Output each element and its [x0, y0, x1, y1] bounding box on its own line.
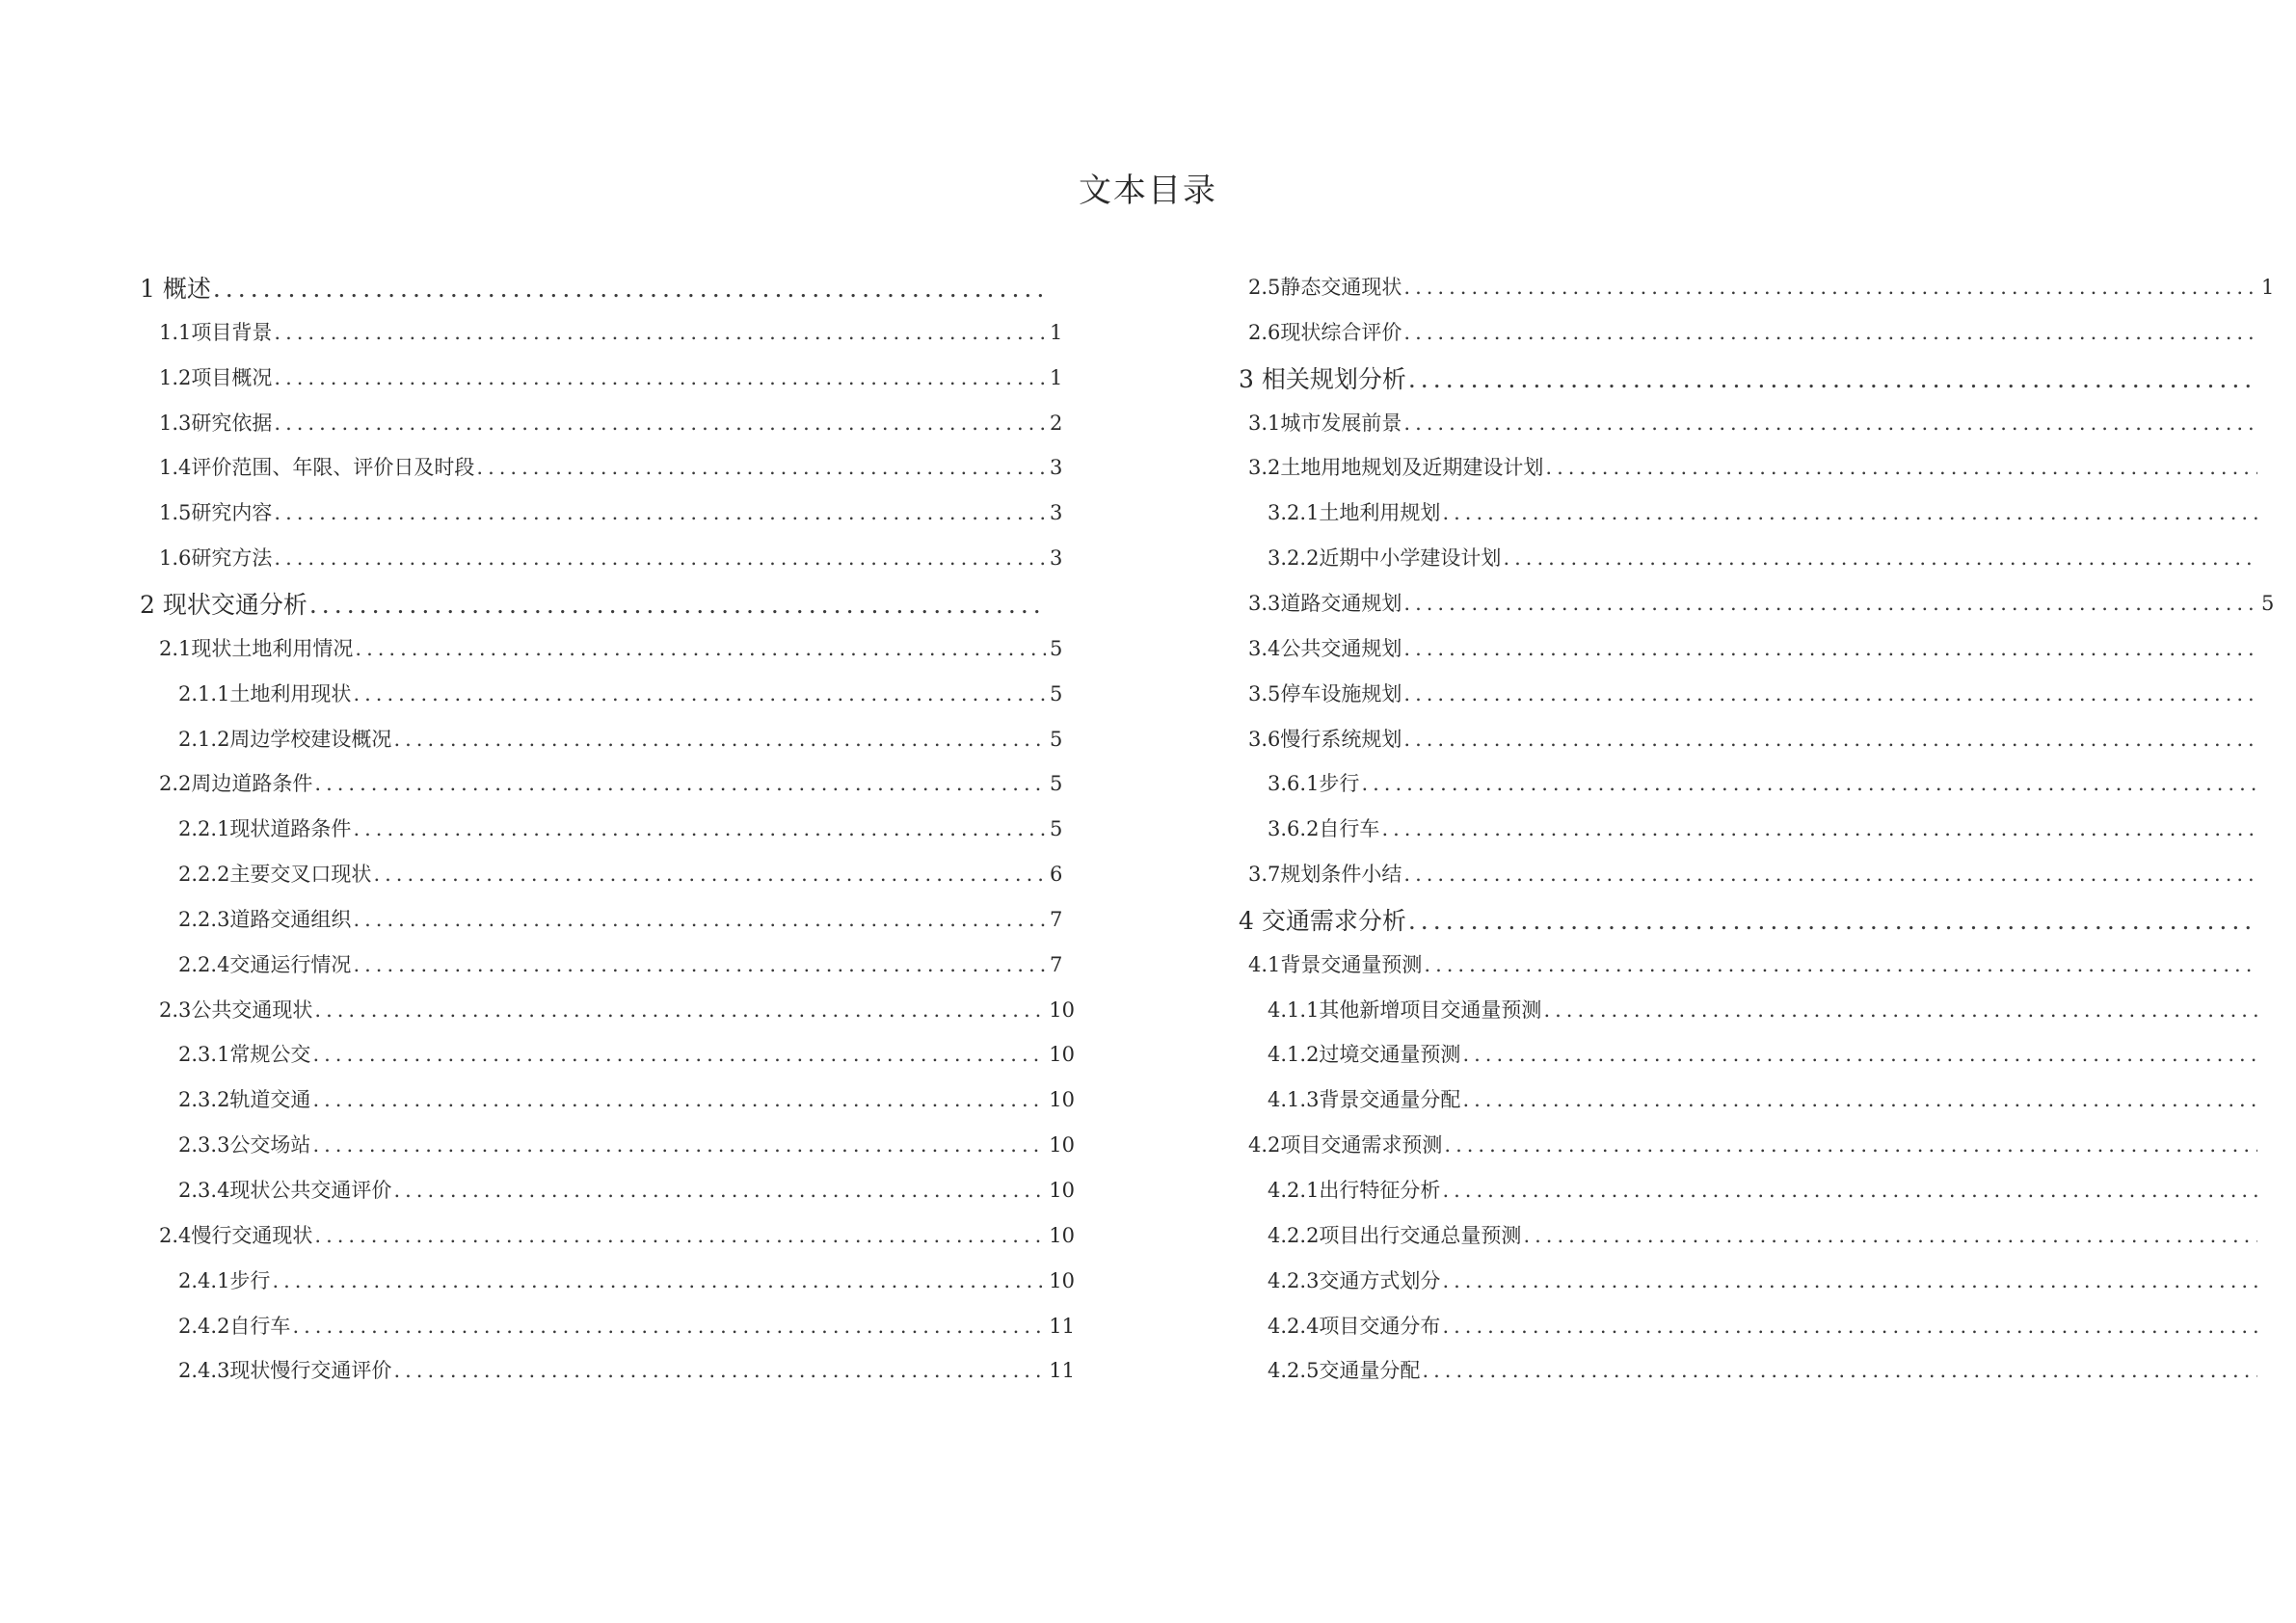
toc-entry-page: 5: [1050, 772, 1063, 796]
toc-dot-leader: [1543, 996, 2257, 1024]
toc-dot-leader: [1403, 634, 2257, 663]
toc-dot-leader: [312, 1040, 1045, 1069]
page-title: 文本目录: [1079, 172, 1217, 210]
toc-entry-label: 2.2.3道路交通组织: [178, 907, 352, 931]
toc-entry-page: 11: [1049, 1314, 1075, 1338]
toc-entry[interactable]: [1248, 725, 2286, 754]
toc-entry-label: 1.1项目背景: [159, 320, 273, 344]
toc-dot-leader: [1444, 1131, 2257, 1159]
toc-dot-leader: [353, 950, 1046, 979]
toc-entry[interactable]: [1268, 1221, 2286, 1250]
toc-entry[interactable]: [178, 725, 1075, 754]
toc-entry[interactable]: [159, 1221, 1075, 1250]
toc-entry-label: 3.6慢行系统规划: [1248, 727, 1402, 751]
toc-entry-label: 4.2.4项目交通分布: [1268, 1314, 1441, 1338]
toc-entry[interactable]: [1268, 1040, 2286, 1069]
toc-entry-label: 1.4评价范围、年限、评价日及时段: [159, 456, 475, 480]
toc-entry-label: 3.2土地用地规划及近期建设计划: [1248, 456, 1544, 480]
toc-entry-label: 2 现状交通分析: [140, 590, 307, 619]
toc-entry[interactable]: [1248, 318, 2286, 347]
toc-entry-label: 3.4公共交通规划: [1248, 636, 1402, 660]
toc-dot-leader: [1462, 1085, 2257, 1114]
toc-entry-page: 10: [1049, 1268, 1075, 1292]
toc-entry[interactable]: [178, 1131, 1075, 1159]
toc-entry[interactable]: [159, 318, 1075, 347]
toc-dot-leader: [1403, 318, 2257, 347]
toc-dot-leader: [1408, 363, 2257, 396]
toc-entry-label: 4.2项目交通需求预测: [1248, 1133, 1443, 1157]
toc-dot-leader: [274, 318, 1046, 347]
toc-entry[interactable]: [178, 1312, 1075, 1341]
toc-entry-label: 2.2.4交通运行情况: [178, 952, 352, 976]
toc-entry[interactable]: [159, 409, 1075, 438]
toc-entry-page: 7: [1050, 907, 1063, 931]
toc-entry-label: 2.3.1常规公交: [178, 1043, 311, 1067]
toc-dot-leader: [213, 273, 1046, 306]
toc-dot-leader: [393, 1176, 1045, 1205]
toc-dot-leader: [355, 634, 1046, 663]
toc-dot-leader: [1442, 498, 2257, 527]
toc-entry-label: 2.4.2自行车: [178, 1314, 291, 1338]
toc-entry[interactable]: [1268, 498, 2286, 527]
toc-entry-label: 4.1.1其他新增项目交通量预测: [1268, 998, 1542, 1022]
toc-entry[interactable]: [1248, 950, 2286, 979]
toc-entry-label: 1.2项目概况: [159, 365, 273, 389]
toc-entry[interactable]: [159, 453, 1075, 482]
toc-entry-page: 10: [1049, 1133, 1075, 1157]
toc-entry[interactable]: [178, 905, 1075, 934]
toc-entry[interactable]: [1248, 409, 2286, 438]
toc-entry-page: 10: [1049, 1043, 1075, 1067]
toc-entry-label: 2.2.1现状道路条件: [178, 817, 352, 841]
toc-entry[interactable]: [1268, 1312, 2286, 1341]
toc-entry-label: 2.3.2轨道交通: [178, 1088, 311, 1112]
toc-entry[interactable]: [1248, 589, 2286, 618]
toc-entry[interactable]: [1248, 634, 2286, 663]
toc-entry-label: 2.1.2周边学校建设概况: [178, 727, 392, 751]
toc-entry[interactable]: [1239, 905, 2286, 938]
toc-dot-leader: [314, 769, 1046, 798]
toc-dot-leader: [1403, 725, 2257, 754]
toc-entry-label: 4.2.1出行特征分析: [1268, 1179, 1441, 1202]
toc-dot-leader: [1523, 1221, 2257, 1250]
toc-entry[interactable]: [1268, 544, 2286, 572]
toc-entry-label: 4.2.3交通方式划分: [1268, 1268, 1441, 1292]
toc-dot-leader: [1545, 453, 2257, 482]
toc-entry[interactable]: [1248, 273, 2286, 302]
toc-entry[interactable]: [1268, 1266, 2286, 1295]
toc-entry[interactable]: [159, 498, 1075, 527]
toc-entry-page: 10: [1049, 1223, 1075, 1247]
toc-dot-leader: [476, 453, 1046, 482]
toc-entry[interactable]: [159, 544, 1075, 572]
toc-entry[interactable]: [140, 589, 1075, 622]
toc-entry-label: 2.3.3公交场站: [178, 1133, 311, 1157]
toc-entry[interactable]: [1268, 1085, 2286, 1114]
toc-entry-label: 4.1.3背景交通量分配: [1268, 1088, 1461, 1112]
toc-entry[interactable]: [159, 769, 1075, 798]
toc-entry-page: 5: [1050, 636, 1063, 660]
toc-entry-page: 1: [2261, 276, 2275, 299]
toc-dot-leader: [1442, 1312, 2257, 1341]
toc-entry-label: 3.6.2自行车: [1268, 817, 1380, 841]
toc-entry[interactable]: [178, 1356, 1075, 1385]
toc-dot-leader: [1408, 905, 2257, 938]
toc-entry[interactable]: [1268, 814, 2286, 843]
toc-entry-label: 2.1.1土地利用现状: [178, 681, 352, 705]
toc-entry[interactable]: [178, 950, 1075, 979]
toc-dot-leader: [309, 589, 1046, 622]
toc-entry-page: 5: [2261, 591, 2275, 615]
toc-entry-page: 11: [1049, 1359, 1075, 1383]
toc-dot-leader: [272, 1266, 1045, 1295]
toc-entry-label: 4.2.2项目出行交通总量预测: [1268, 1223, 1522, 1247]
toc-entry-page: 10: [1049, 1088, 1075, 1112]
toc-dot-leader: [274, 363, 1046, 392]
toc-entry[interactable]: [178, 679, 1075, 708]
toc-entry[interactable]: [159, 634, 1075, 663]
toc-entry[interactable]: [1239, 363, 2286, 396]
toc-entry[interactable]: [178, 1085, 1075, 1114]
toc-dot-leader: [353, 679, 1046, 708]
toc-entry-page: 5: [1050, 817, 1063, 841]
toc-entry-label: 4.2.5交通量分配: [1268, 1359, 1421, 1383]
toc-dot-leader: [314, 1221, 1045, 1250]
toc-dot-leader: [1442, 1266, 2257, 1295]
toc-entry-label: 2.2周边道路条件: [159, 772, 313, 796]
toc-entry-page: 10: [1049, 1179, 1075, 1202]
toc-left-column: [0, 0, 1080, 1623]
toc-entry-page: 6: [1050, 863, 1063, 887]
toc-entry[interactable]: [178, 1266, 1075, 1295]
toc-entry-label: 2.3.4现状公共交通评价: [178, 1179, 392, 1202]
toc-entry-label: 1.3研究依据: [159, 411, 273, 435]
toc-entry[interactable]: [178, 1176, 1075, 1205]
toc-entry-page: 5: [1050, 681, 1063, 705]
toc-entry-label: 1 概述: [140, 275, 211, 303]
toc-dot-leader: [1422, 1356, 2257, 1385]
toc-entry[interactable]: [159, 363, 1075, 392]
toc-entry-label: 3.2.1土地利用规划: [1268, 501, 1441, 525]
toc-entry[interactable]: [140, 273, 1075, 306]
toc-dot-leader: [1503, 544, 2257, 572]
toc-dot-leader: [312, 1085, 1045, 1114]
toc-entry-label: 2.4.3现状慢行交通评价: [178, 1359, 392, 1383]
toc-entry-label: 2.5静态交通现状: [1248, 276, 1402, 299]
toc-entry-page: 5: [1050, 727, 1063, 751]
toc-entry-page: 1: [1050, 320, 1063, 344]
toc-dot-leader: [314, 996, 1045, 1024]
toc-entry-label: 2.3公共交通现状: [159, 998, 313, 1022]
toc-entry[interactable]: [178, 860, 1075, 889]
toc-entry-page: 1: [1050, 365, 1063, 389]
toc-entry-label: 2.1现状土地利用情况: [159, 636, 354, 660]
toc-entry-label: 3 相关规划分析: [1239, 364, 1406, 393]
toc-dot-leader: [353, 814, 1046, 843]
toc-entry-label: 1.5研究内容: [159, 501, 273, 525]
toc-dot-leader: [312, 1131, 1045, 1159]
toc-entry-label: 3.5停车设施规划: [1248, 681, 1402, 705]
toc-dot-leader: [1403, 679, 2257, 708]
toc-entry-label: 2.2.2主要交叉口现状: [178, 863, 372, 887]
toc-dot-leader: [1403, 860, 2257, 889]
toc-dot-leader: [1361, 769, 2257, 798]
toc-entry-page: 7: [1050, 952, 1063, 976]
toc-entry[interactable]: [159, 996, 1075, 1024]
toc-entry-label: 2.4.1步行: [178, 1268, 271, 1292]
toc-dot-leader: [393, 725, 1046, 754]
toc-entry[interactable]: [1248, 679, 2286, 708]
toc-entry-label: 3.1城市发展前景: [1248, 411, 1402, 435]
toc-dot-leader: [353, 905, 1046, 934]
toc-entry-label: 3.2.2近期中小学建设计划: [1268, 546, 1502, 571]
toc-entry[interactable]: [1248, 860, 2286, 889]
toc-entry-label: 2.4慢行交通现状: [159, 1223, 313, 1247]
toc-entry-label: 2.6现状综合评价: [1248, 320, 1402, 344]
toc-dot-leader: [274, 409, 1046, 438]
toc-entry-label: 3.7规划条件小结: [1248, 863, 1402, 887]
toc-dot-leader: [1403, 273, 2257, 302]
toc-dot-leader: [292, 1312, 1045, 1341]
toc-dot-leader: [1424, 950, 2257, 979]
toc-entry[interactable]: [1248, 1131, 2286, 1159]
toc-entry[interactable]: [178, 814, 1075, 843]
toc-dot-leader: [373, 860, 1046, 889]
toc-entry-label: 1.6研究方法: [159, 546, 273, 571]
toc-entry-label: 4.1.2过境交通量预测: [1268, 1043, 1461, 1067]
toc-entry-page: 3: [1050, 456, 1063, 480]
toc-entry[interactable]: [1268, 1356, 2286, 1385]
toc-entry[interactable]: [178, 1040, 1075, 1069]
toc-dot-leader: [1442, 1176, 2257, 1205]
toc-entry[interactable]: [1268, 1176, 2286, 1205]
toc-dot-leader: [274, 498, 1046, 527]
toc-entry[interactable]: [1248, 453, 2286, 482]
toc-dot-leader: [274, 544, 1046, 572]
toc-dot-leader: [1403, 589, 2257, 618]
toc-dot-leader: [393, 1356, 1045, 1385]
toc-dot-leader: [1403, 409, 2257, 438]
toc-entry[interactable]: [1268, 769, 2286, 798]
toc-dot-leader: [1381, 814, 2257, 843]
toc-entry-label: 3.3道路交通规划: [1248, 591, 1402, 615]
toc-entry-label: 3.6.1步行: [1268, 772, 1360, 796]
toc-entry-page: 3: [1050, 501, 1063, 525]
toc-entry-page: 3: [1050, 546, 1063, 571]
toc-dot-leader: [1462, 1040, 2257, 1069]
toc-entry-label: 4 交通需求分析: [1239, 906, 1406, 935]
toc-entry[interactable]: [1268, 996, 2286, 1024]
toc-entry-label: 4.1背景交通量预测: [1248, 952, 1423, 976]
toc-entry-page: 10: [1049, 998, 1075, 1022]
toc-entry-page: 2: [1050, 411, 1063, 435]
toc-right-column: [1070, 0, 2296, 1623]
